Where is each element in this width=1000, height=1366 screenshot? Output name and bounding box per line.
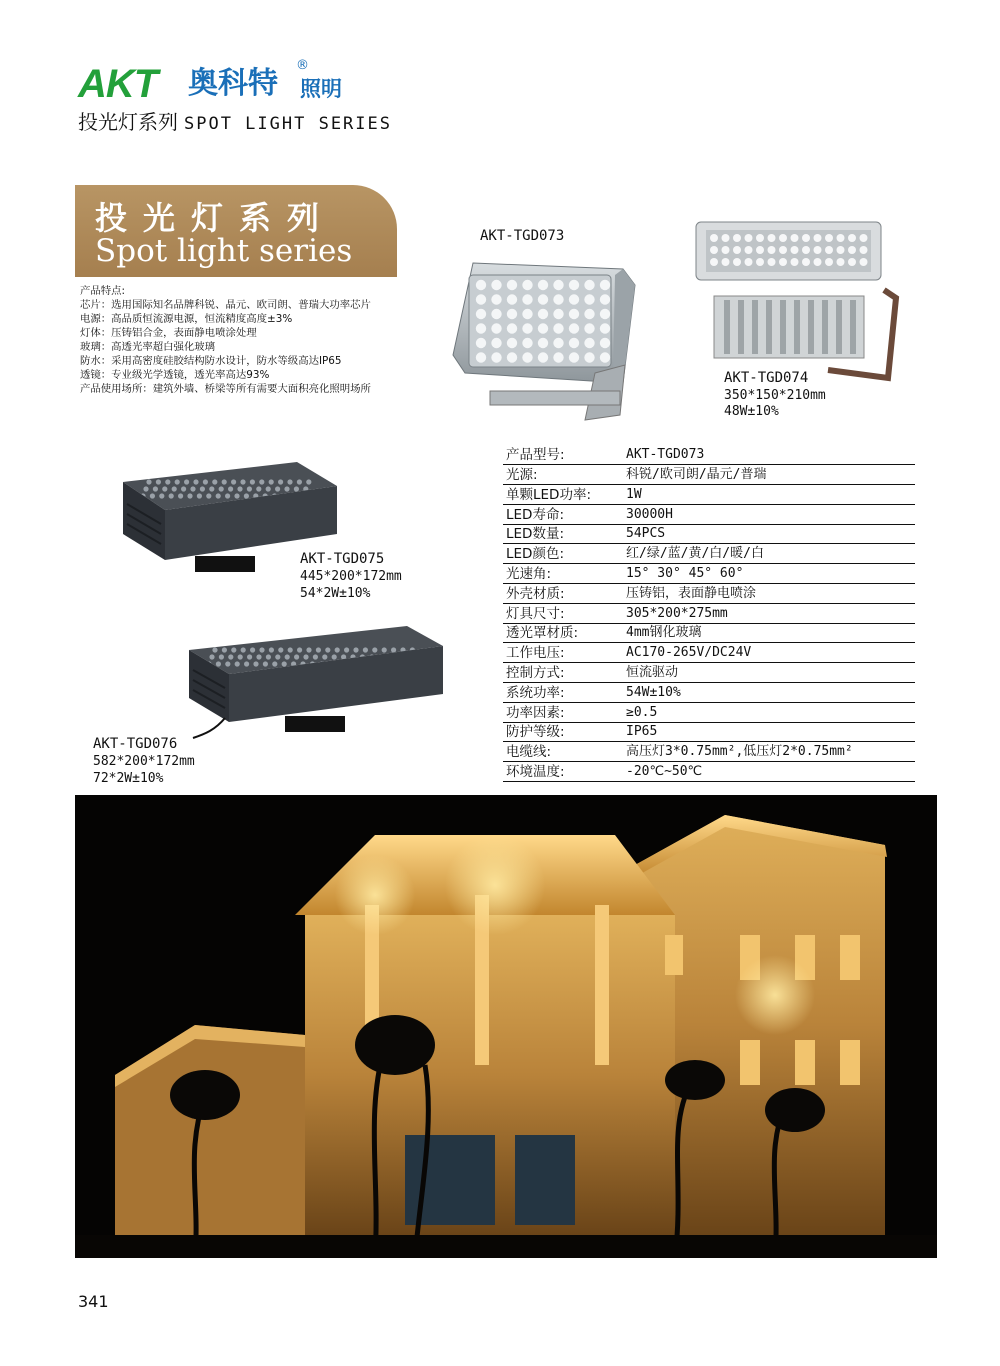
spec-value: 54PCS (623, 524, 915, 544)
led-dot (150, 493, 155, 498)
led-dot (538, 309, 548, 319)
tgd076-size: 582*200*172mm (93, 754, 195, 769)
spec-value: 红/绿/蓝/黄/白/暖/白 (623, 544, 915, 564)
led-dot (791, 234, 799, 242)
led-dot (212, 647, 217, 652)
led-dot (745, 258, 753, 266)
spec-value: IP65 (623, 722, 915, 742)
led-dot (814, 246, 822, 254)
led-dot (231, 647, 236, 652)
tgd074-image (688, 212, 903, 382)
led-dot (278, 479, 283, 484)
led-dot (802, 234, 810, 242)
led-dot (584, 338, 594, 348)
led-dot (848, 234, 856, 242)
feature-item: 芯片：选用国际知名品牌科锐、晶元、欧司朗、普瑞大功率芯片 (80, 299, 371, 311)
led-dot (178, 493, 183, 498)
led-dot (297, 479, 302, 484)
tgd073-image (445, 255, 645, 425)
tgd074-power: 48W±10% (724, 404, 779, 419)
led-dot (553, 338, 563, 348)
led-dot (256, 486, 261, 491)
led-dot (584, 323, 594, 333)
led-dot (584, 280, 594, 290)
spec-key: 透光罩材质: (503, 623, 623, 643)
led-dot (162, 486, 167, 491)
led-dot (284, 486, 289, 491)
spec-row (503, 663, 915, 683)
led-dot (538, 338, 548, 348)
tgd075-model: AKT-TGD075 (300, 551, 385, 567)
feature-item: 透镜：专业级光学透镜，透光率高达93% (80, 369, 270, 381)
tgd074-size: 350*150*210mm (724, 388, 826, 403)
led-dot (569, 309, 579, 319)
spec-row (503, 603, 915, 623)
spec-table (503, 445, 915, 782)
led-dot (222, 479, 227, 484)
led-dot (228, 654, 233, 659)
led-dot (860, 234, 868, 242)
led-dot (187, 493, 192, 498)
led-dot (553, 352, 563, 362)
led-dot (848, 258, 856, 266)
spec-row (503, 465, 915, 485)
led-dot (802, 258, 810, 266)
spec-key: 工作电压: (503, 643, 623, 663)
led-dot (219, 654, 224, 659)
led-dot (153, 486, 158, 491)
led-dot (209, 654, 214, 659)
tgd074-model: AKT-TGD074 (724, 370, 809, 386)
spec-row (503, 564, 915, 584)
spec-key: 防护等级: (503, 722, 623, 742)
led-dot (476, 338, 486, 348)
led-dot (216, 661, 221, 666)
led-dot (200, 486, 205, 491)
led-dot (768, 234, 776, 242)
led-dot (250, 479, 255, 484)
building-photo (75, 795, 937, 1258)
led-dot (779, 234, 787, 242)
spec-value: 30000H (623, 504, 915, 524)
spec-key: 环境温度: (503, 762, 623, 782)
led-dot (538, 280, 548, 290)
led-dot (335, 647, 340, 652)
led-dot (266, 654, 271, 659)
spec-key: 单颗LED功率: (503, 485, 623, 505)
tgd076-image (185, 622, 450, 742)
led-dot (190, 486, 195, 491)
led-dot (507, 294, 517, 304)
led-dot (522, 352, 532, 362)
spec-key: LED颜色: (503, 544, 623, 564)
led-dot (837, 234, 845, 242)
led-dot (363, 647, 368, 652)
led-dot (237, 486, 242, 491)
led-dot (522, 309, 532, 319)
led-dot (234, 493, 239, 498)
led-dot (584, 309, 594, 319)
led-dot (253, 661, 258, 666)
led-dot (837, 246, 845, 254)
led-dot (476, 309, 486, 319)
spec-row (503, 584, 915, 604)
led-dot (391, 647, 396, 652)
led-dot (169, 493, 174, 498)
spec-value: -20℃~50℃ (623, 762, 915, 782)
led-dot (733, 234, 741, 242)
spec-key: 系统功率: (503, 683, 623, 703)
led-dot (814, 258, 822, 266)
led-dot (825, 246, 833, 254)
led-dot (259, 479, 264, 484)
led-dot (241, 647, 246, 652)
led-dot (569, 352, 579, 362)
led-dot (791, 246, 799, 254)
led-dot (745, 246, 753, 254)
led-dot (584, 352, 594, 362)
spec-row (503, 524, 915, 544)
led-dot (722, 234, 730, 242)
led-dot (507, 280, 517, 290)
tgd076-power: 72*2W±10% (93, 771, 164, 786)
led-dot (779, 246, 787, 254)
led-dot (282, 661, 287, 666)
led-dot (256, 654, 261, 659)
led-dot (231, 479, 236, 484)
led-dot (600, 323, 610, 333)
led-dot (250, 647, 255, 652)
led-dot (244, 493, 249, 498)
led-dot (600, 338, 610, 348)
spec-key: 控制方式: (503, 663, 623, 683)
led-dot (553, 323, 563, 333)
led-dot (837, 258, 845, 266)
spec-value: ≥0.5 (623, 702, 915, 722)
led-dot (507, 352, 517, 362)
led-dot (206, 493, 211, 498)
tgd073-model: AKT-TGD073 (480, 228, 565, 244)
led-dot (288, 647, 293, 652)
led-dot (244, 661, 249, 666)
led-dot (522, 323, 532, 333)
spec-row (503, 485, 915, 505)
led-dot (306, 479, 311, 484)
spec-value: 科锐/欧司朗/晶元/普瑞 (623, 465, 915, 485)
spec-key: 电缆线: (503, 742, 623, 762)
led-dot (710, 246, 718, 254)
series-header (78, 106, 392, 135)
spec-key: 光速角: (503, 564, 623, 584)
spec-row (503, 762, 915, 782)
led-dot (791, 258, 799, 266)
series-header-cn: 投光灯系列 (78, 110, 178, 134)
led-dot (353, 647, 358, 652)
spec-key: LED数量: (503, 524, 623, 544)
led-dot (216, 493, 221, 498)
led-dot (600, 294, 610, 304)
spec-row (503, 504, 915, 524)
led-dot (584, 294, 594, 304)
led-dot (802, 246, 810, 254)
led-dot (272, 661, 277, 666)
spec-value: 305*200*275mm (623, 603, 915, 623)
led-dot (313, 654, 318, 659)
led-dot (710, 258, 718, 266)
spec-row (503, 643, 915, 663)
spec-row (503, 742, 915, 762)
led-dot (181, 486, 186, 491)
spec-row (503, 683, 915, 703)
led-dot (156, 479, 161, 484)
led-dot (491, 309, 501, 319)
led-dot (553, 294, 563, 304)
spec-row (503, 623, 915, 643)
led-dot (848, 246, 856, 254)
led-dot (756, 258, 764, 266)
led-dot (332, 654, 337, 659)
led-dot (294, 486, 299, 491)
led-dot (600, 280, 610, 290)
banner-title-cn: 投光灯系列 (95, 199, 336, 237)
led-dot (476, 294, 486, 304)
led-dot (322, 654, 327, 659)
spec-key: 产品型号: (503, 445, 623, 465)
brand-logo (78, 58, 358, 106)
brand-logo-name: 奥科特 (188, 66, 278, 101)
spec-key: 外壳材质: (503, 584, 623, 604)
spec-value: 高压灯3*0.75mm²,低压灯2*0.75mm² (623, 742, 915, 762)
spec-key: 灯具尺寸: (503, 603, 623, 623)
led-dot (491, 352, 501, 362)
led-dot (297, 647, 302, 652)
led-dot (507, 309, 517, 319)
led-dot (779, 258, 787, 266)
spec-row (503, 722, 915, 742)
led-dot (316, 647, 321, 652)
led-dot (303, 654, 308, 659)
led-dot (507, 338, 517, 348)
led-dot (491, 280, 501, 290)
led-dot (722, 258, 730, 266)
led-dot (285, 654, 290, 659)
led-dot (197, 493, 202, 498)
spec-value: AKT-TGD073 (623, 445, 915, 465)
led-dot (569, 323, 579, 333)
led-dot (768, 246, 776, 254)
led-dot (860, 246, 868, 254)
feature-item: 防水：采用高密度硅胶结构防水设计，防水等级高达IP65 (80, 355, 342, 367)
led-dot (175, 479, 180, 484)
led-dot (756, 234, 764, 242)
led-dot (146, 479, 151, 484)
led-dot (745, 234, 753, 242)
led-dot (569, 280, 579, 290)
led-dot (225, 493, 230, 498)
led-dot (382, 647, 387, 652)
spec-key: LED寿命: (503, 504, 623, 524)
led-dot (553, 280, 563, 290)
led-dot (275, 654, 280, 659)
led-dot (538, 352, 548, 362)
spec-value: 15° 30° 45° 60° (623, 564, 915, 584)
led-dot (212, 479, 217, 484)
spec-value: 1W (623, 485, 915, 505)
led-dot (193, 479, 198, 484)
spec-value: AC170-265V/DC24V (623, 643, 915, 663)
led-dot (600, 352, 610, 362)
led-dot (278, 647, 283, 652)
brand-logo-akt: AKT (78, 62, 158, 106)
spec-value: 压铸铝，表面静电喷涂 (623, 584, 915, 604)
led-dot (825, 258, 833, 266)
tgd076-model: AKT-TGD076 (93, 736, 178, 752)
led-dot (538, 323, 548, 333)
spec-value: 54W±10% (623, 683, 915, 703)
led-dot (733, 246, 741, 254)
led-dot (860, 258, 868, 266)
led-dot (325, 647, 330, 652)
series-header-en: SPOT LIGHT SERIES (184, 114, 392, 134)
feature-item: 产品使用场所：建筑外墙、桥梁等所有需要大面积亮化照明场所 (80, 383, 371, 395)
tgd075-size: 445*200*172mm (300, 569, 402, 584)
led-dot (269, 647, 274, 652)
spec-row (503, 702, 915, 722)
led-dot (600, 309, 610, 319)
led-dot (372, 647, 377, 652)
led-dot (814, 234, 822, 242)
led-dot (756, 246, 764, 254)
led-dot (507, 323, 517, 333)
led-dot (491, 294, 501, 304)
led-dot (247, 654, 252, 659)
led-dot (269, 479, 274, 484)
page-number: 341 (78, 1292, 109, 1311)
spec-row (503, 544, 915, 564)
led-dot (476, 323, 486, 333)
brand-logo-sub: 照明 (300, 77, 342, 101)
led-dot (733, 258, 741, 266)
led-dot (159, 493, 164, 498)
led-dot (240, 479, 245, 484)
led-dot (172, 486, 177, 491)
led-dot (238, 654, 243, 659)
led-dot (266, 486, 271, 491)
feature-item: 电源：高品质恒流源电源，恒流精度高度±3% (80, 313, 293, 325)
led-dot (569, 294, 579, 304)
led-dot (491, 323, 501, 333)
led-dot (825, 234, 833, 242)
led-dot (710, 234, 718, 242)
led-dot (522, 338, 532, 348)
led-dot (569, 338, 579, 348)
led-dot (225, 661, 230, 666)
led-dot (222, 647, 227, 652)
spec-key: 功率因素: (503, 702, 623, 722)
spec-row (503, 445, 915, 465)
banner-title-en: Spot light series (95, 233, 353, 269)
led-dot (209, 486, 214, 491)
registered-mark: ® (296, 58, 309, 73)
led-dot (491, 338, 501, 348)
led-dot (538, 294, 548, 304)
tgd075-power: 54*2W±10% (300, 586, 371, 601)
led-dot (306, 647, 311, 652)
led-dot (219, 486, 224, 491)
led-dot (294, 654, 299, 659)
led-dot (768, 258, 776, 266)
led-dot (247, 486, 252, 491)
led-dot (228, 486, 233, 491)
led-dot (259, 647, 264, 652)
led-dot (553, 309, 563, 319)
led-dot (263, 661, 268, 666)
led-dot (476, 280, 486, 290)
led-dot (287, 479, 292, 484)
led-dot (143, 486, 148, 491)
feature-item: 玻璃：高透光率超白强化玻璃 (80, 341, 216, 353)
led-dot (184, 479, 189, 484)
led-dot (344, 647, 349, 652)
spec-value: 恒流驱动 (623, 663, 915, 683)
led-dot (275, 486, 280, 491)
features-heading: 产品特点: (80, 285, 126, 297)
product-features (80, 284, 440, 396)
led-dot (476, 352, 486, 362)
spec-key: 光源: (503, 465, 623, 485)
led-dot (722, 246, 730, 254)
spec-value: 4mm钢化玻璃 (623, 623, 915, 643)
feature-item: 灯体：压铸铝合金，表面静电喷涂处理 (80, 327, 257, 339)
led-dot (522, 280, 532, 290)
led-dot (165, 479, 170, 484)
led-dot (235, 661, 240, 666)
led-dot (522, 294, 532, 304)
led-dot (203, 479, 208, 484)
